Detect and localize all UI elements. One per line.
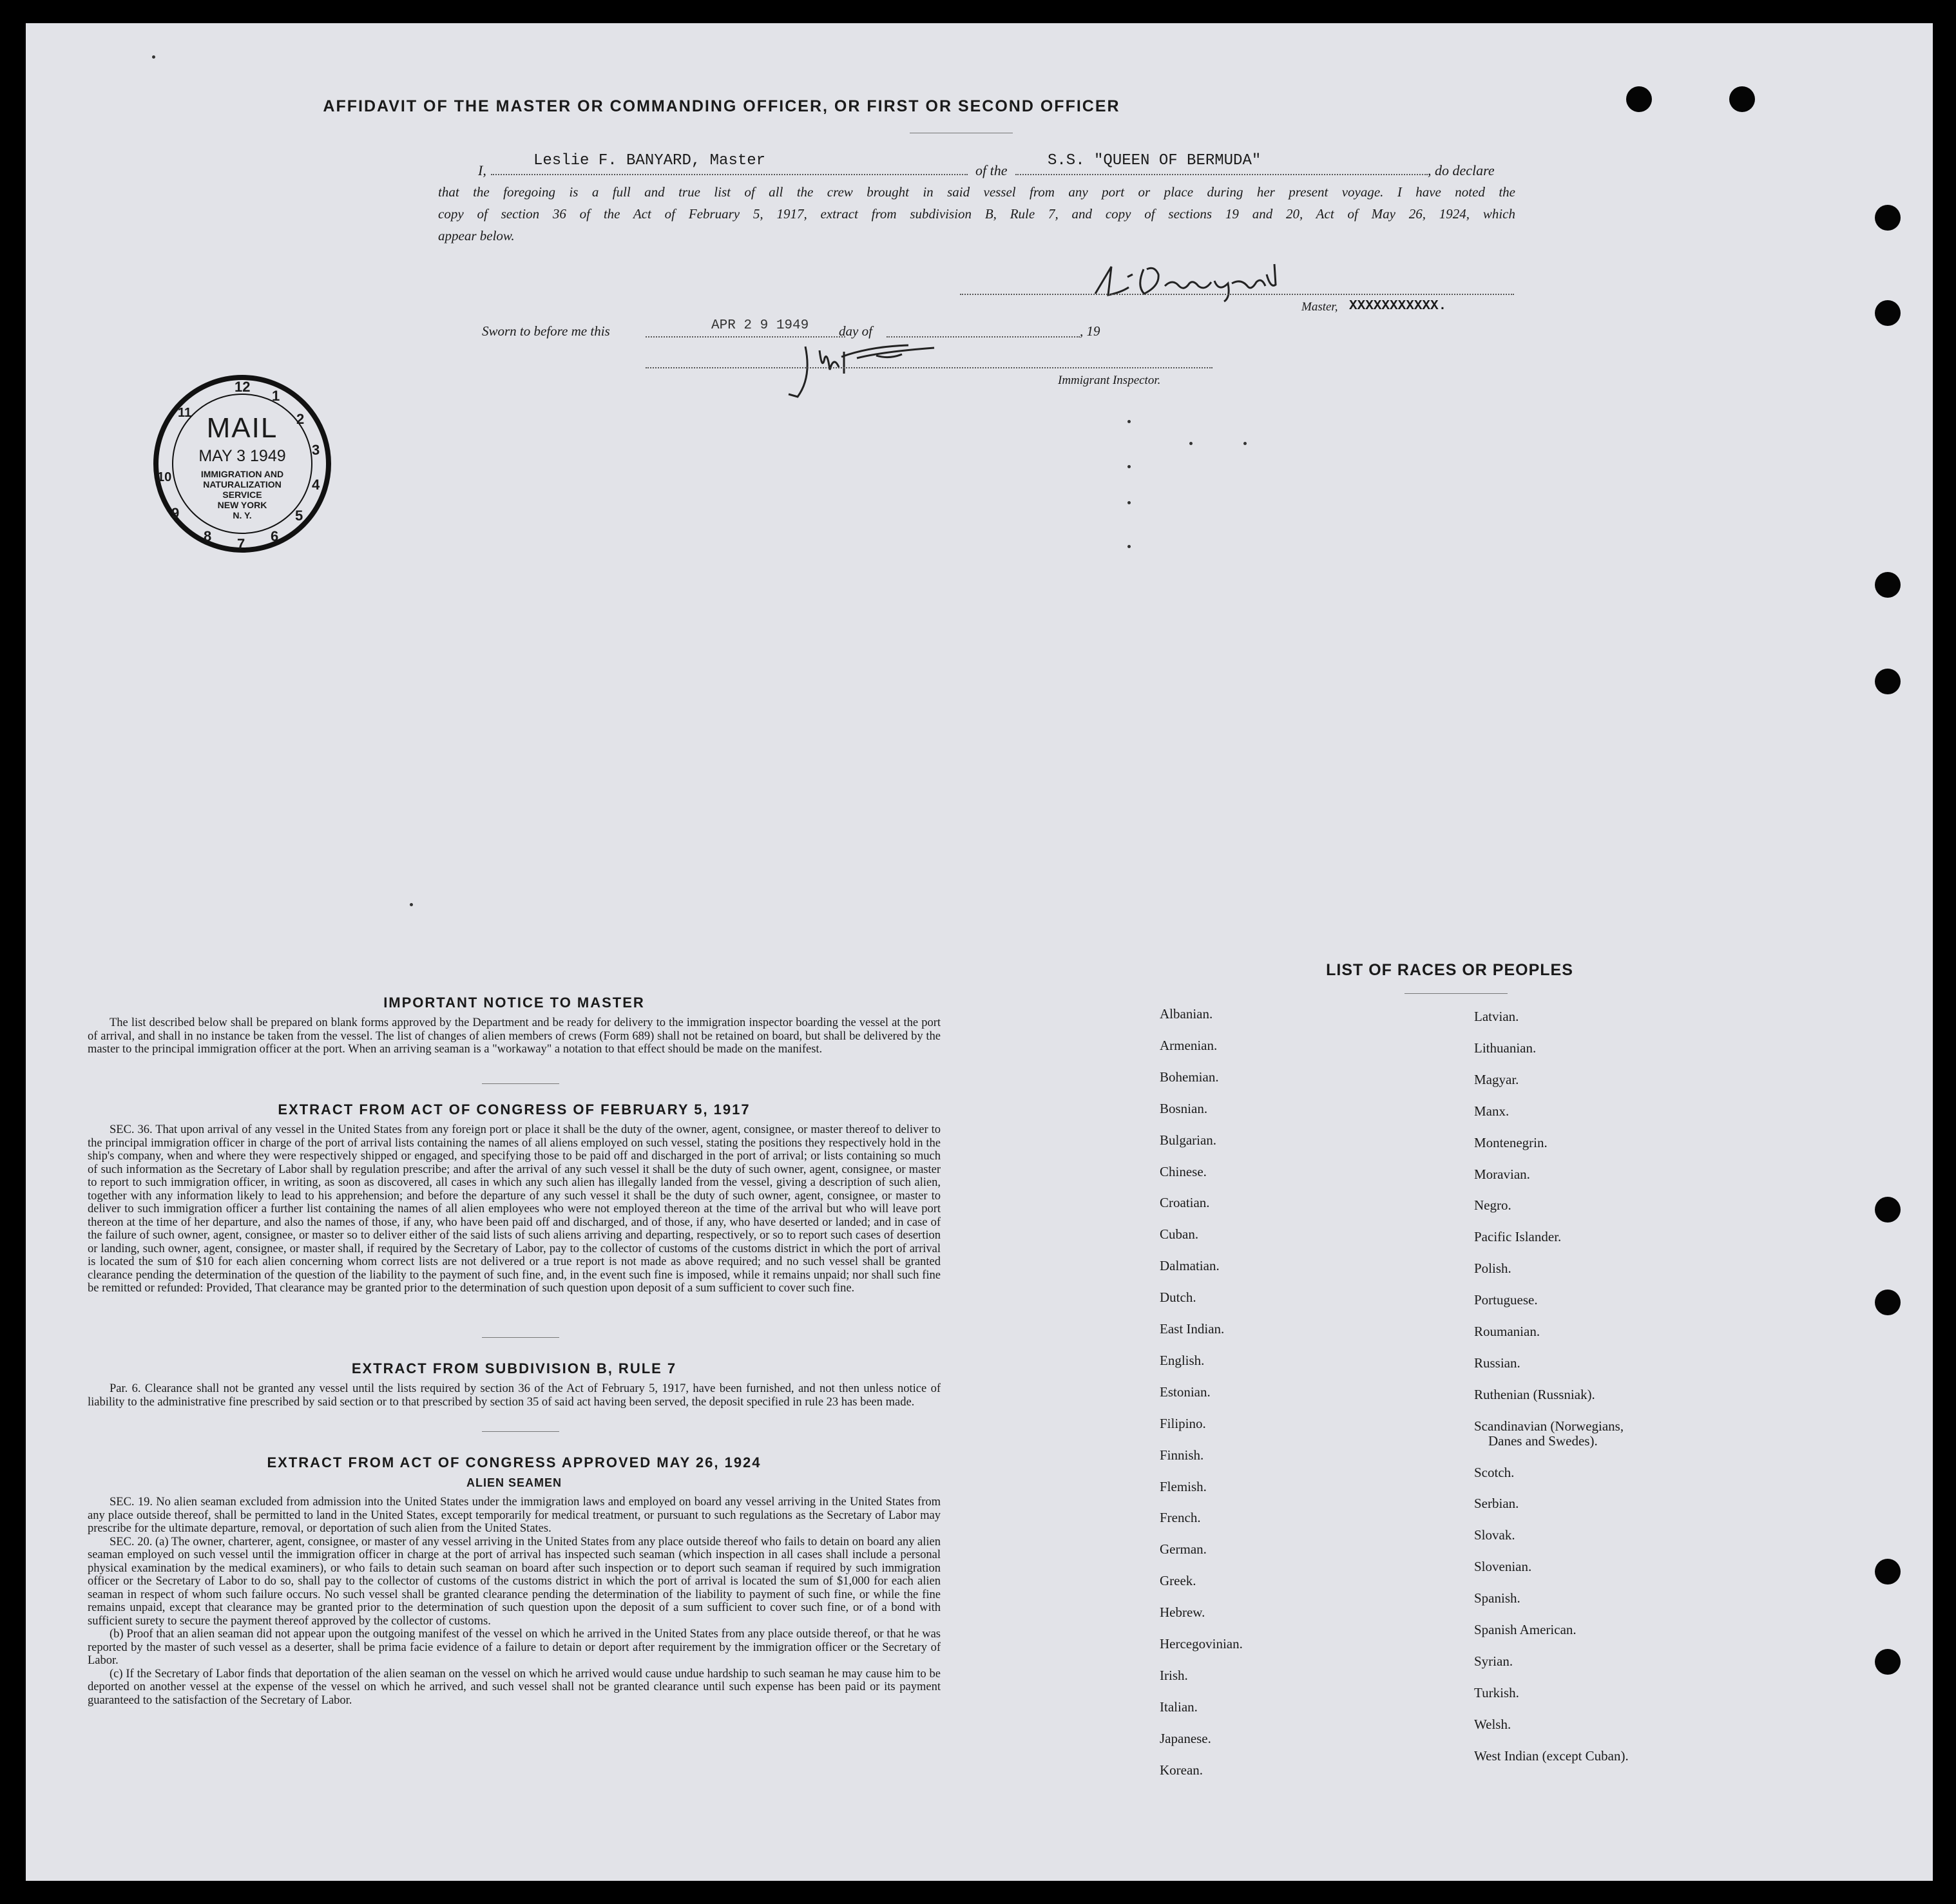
- inspector-label: Immigrant Inspector.: [1058, 374, 1161, 387]
- race-item: Spanish.: [1474, 1590, 1520, 1606]
- race-item: Finnish.: [1160, 1447, 1204, 1463]
- stamp-hour-9: 9: [171, 505, 180, 521]
- stamp-date: MAY 3 1949: [198, 447, 286, 465]
- sec36-paragraph: SEC. 36. That upon arrival of any vessel in the United States from any foreign port or place it shall be the duty of the owner, agent, consignee, or master thereof to deliver to the principal immigration officer in charge of the port of arrival lists containing the names of all aliens employed on such vessel, stating the positions they respectively hold in the ship's company, when and where they were respectively shipped or engaged, and specifying those to be paid off and discharged in the port of arrival; or lists containing so much of such information as the Secretary of Labor shall by regulation prescribe; and after the arrival of any such vessel it shall be the duty of such owner, agent, consignee, or master to report to such immigration officer, in writing, as soon as discovered, all cases in which any such alien has illegally landed from the vessel, giving a description of such alien, together with any information likely to lead to his apprehension; and before the departure of any such vessel it shall be the duty of such owner, agent, consignee, or master to deliver to such immigration officer a further list containing the names of all alien employees who were not employed thereon at the time of the arrival but who will leave port thereon at the time of her departure, and also the names of those, if any, who have been paid off and discharged, and of those, if any, who have deserted or landed; and in case of the failure of such owner, agent, consignee, or master so to deliver either of the said lists of such aliens arriving and departing, respectively, or so to report such cases of desertion or landing, such owner, agent, consignee, or master shall, if required by the Secretary of Labor, pay to the collector of customs of the customs district in which the port of arrival is located the sum of $10 for each alien concerning whom correct lists are not delivered or a true report is not made as above required; and no such vessel shall be granted clearance pending the determination of the question of the liability to the payment of such fine, and, in the event such fine is imposed, while it remains unpaid; nor shall such fine be remitted or refunded: Provided, That clearance may be granted prior to the determination of such question upon deposit of a sum sufficient to cover such fine.: [88, 1123, 941, 1295]
- race-item: Roumanian.: [1474, 1324, 1540, 1339]
- race-item: Danes and Swedes).: [1488, 1433, 1598, 1449]
- binder-hole: [1875, 572, 1901, 598]
- race-item: Magyar.: [1474, 1071, 1519, 1087]
- race-item: Greek.: [1160, 1573, 1196, 1589]
- binder-hole: [1875, 1197, 1901, 1223]
- race-item: Montenegrin.: [1474, 1134, 1548, 1150]
- mail-received-stamp: [152, 374, 332, 554]
- section-divider: [482, 1431, 559, 1432]
- day-of-label: day of: [839, 323, 872, 339]
- race-item: German.: [1160, 1541, 1207, 1557]
- rule7-text: [88, 1382, 941, 1409]
- stamp-hour-7: 7: [237, 536, 245, 552]
- inspector-signature: [780, 332, 954, 406]
- master-label: Master,: [1301, 300, 1338, 314]
- race-item: Ruthenian (Russniak).: [1474, 1386, 1595, 1402]
- stamp-line-4: NEW YORK: [217, 500, 267, 510]
- i-label: I,: [478, 162, 486, 178]
- sec19-paragraph: SEC. 19. No alien seaman excluded from admission into the United States under the immigration laws and employed on board any vessel arriving in the United States from any place outside thereof, shall be permitted to land in the United States, except temporarily for medical treatment, or pursuant to such regulations as the Secretary of Labor may prescribe for the ultimate departure, removal, or deportation of such alien from the United States.: [88, 1496, 941, 1535]
- race-item: Russian.: [1474, 1355, 1520, 1371]
- ink-speck: [410, 903, 413, 906]
- race-item: English.: [1160, 1352, 1205, 1368]
- rule7-title: EXTRACT FROM SUBDIVISION B, RULE 7: [351, 1360, 677, 1376]
- race-item: Bohemian.: [1160, 1069, 1219, 1085]
- stamp-hour-6: 6: [271, 528, 279, 544]
- race-item: Chinese.: [1160, 1163, 1207, 1179]
- race-item: Dutch.: [1160, 1290, 1196, 1306]
- affidavit-text-1: that the foregoing is a full and true list of all the crew brought in said vessel from any port or place during her present voyage. I have noted the: [438, 184, 1515, 200]
- race-item: Scotch.: [1474, 1464, 1515, 1480]
- race-item: Slovenian.: [1474, 1559, 1532, 1575]
- stamp-hour-2: 2: [296, 411, 305, 427]
- ink-speck: [1243, 442, 1247, 445]
- stamp-line-3: SERVICE: [222, 490, 262, 500]
- race-item: East Indian.: [1160, 1321, 1225, 1337]
- of-the-label: of the: [975, 162, 1008, 178]
- par6-paragraph: Par. 6. Clearance shall not be granted any vessel until the lists required by section 36 of the Act of February 5, 1917, have been furnished, and not then unless notice of liability to the administrative fine prescribed by said section or to that prescribed by section 35 of said act having been served, the deposit specified in rule 23 has been made.: [88, 1382, 941, 1409]
- race-item: Spanish American.: [1474, 1622, 1577, 1637]
- document-page: [26, 23, 1933, 1881]
- stamp-line-2: NATURALIZATION: [203, 479, 282, 490]
- sec20c-paragraph: (c) If the Secretary of Labor finds that deportation of the alien seaman on the vessel on which he arrived would cause undue hardship to such seaman he may cause him to be deported on another vessel at the expense of the vessel on which he arrived, and such vessel shall not be granted clearance until such expense has been paid or its payment guaranteed to the satisfaction of the Secretary of Labor.: [88, 1667, 941, 1707]
- race-item: Negro.: [1474, 1197, 1511, 1214]
- race-item: Filipino.: [1160, 1415, 1206, 1431]
- race-item: French.: [1160, 1510, 1201, 1526]
- stamp-line-5: N. Y.: [233, 510, 252, 520]
- race-item: Welsh.: [1474, 1716, 1511, 1732]
- ink-speck: [1127, 501, 1131, 504]
- race-item: Slovak.: [1474, 1527, 1515, 1543]
- race-item: Bulgarian.: [1160, 1132, 1217, 1148]
- race-item: Polish.: [1474, 1261, 1511, 1277]
- race-item: Hebrew.: [1160, 1604, 1205, 1621]
- race-item: Armenian.: [1160, 1037, 1218, 1053]
- ink-speck: [1127, 420, 1131, 423]
- extract-1924-subtitle: ALIEN SEAMEN: [466, 1476, 562, 1489]
- stamp-hour-3: 3: [312, 442, 320, 458]
- stamp-hour-11: 11: [178, 406, 192, 420]
- extract-1924-title: EXTRACT FROM ACT OF CONGRESS APPROVED MAY 26, 1924: [267, 1454, 762, 1471]
- race-item: West Indian (except Cuban).: [1474, 1747, 1629, 1764]
- notice-title: IMPORTANT NOTICE TO MASTER: [383, 995, 645, 1011]
- race-item: Italian.: [1160, 1699, 1198, 1715]
- sec20b-paragraph: (b) Proof that an alien seaman did not appear upon the outgoing manifest of the vessel on which he arrived in the United States from any place outside thereof, or that he was reported by the master of such vessel as a deserter, shall be prima facie evidence of a failure to detain or deport after requirement by the immigration officer or the Secretary of Labor.: [88, 1628, 941, 1667]
- stamp-hour-5: 5: [295, 508, 303, 524]
- race-item: Latvian.: [1474, 1009, 1519, 1024]
- master-struck: XXXXXXXXXXX.: [1349, 299, 1447, 314]
- race-item: Cuban.: [1160, 1226, 1199, 1242]
- binder-hole: [1729, 86, 1755, 112]
- race-item: Bosnian.: [1160, 1100, 1208, 1116]
- affidavit-text-2: copy of section 36 of the Act of February 5, 1917, extract from subdivision B, Rule 7, and copy of sections 19 and 20, Act of May 26, 1924, which: [438, 206, 1515, 222]
- race-item: Turkish.: [1474, 1684, 1519, 1700]
- ink-speck: [1127, 465, 1131, 468]
- stamp-hour-10: 10: [157, 470, 172, 484]
- races-divider: [1405, 993, 1508, 994]
- race-item: Croatian.: [1160, 1195, 1210, 1211]
- ink-speck: [1189, 442, 1193, 445]
- race-item: Syrian.: [1474, 1653, 1513, 1669]
- master-name: Leslie F. BANYARD, Master: [533, 152, 766, 169]
- race-item: Scandinavian (Norwegians,: [1474, 1418, 1624, 1434]
- binder-hole: [1875, 1290, 1901, 1315]
- notice-paragraph: The list described below shall be prepared on blank forms approved by the Department and be ready for delivery to the immigration inspector boarding the vessel at the port of arrival, and shall in no instance be taken from the vessel. The list of changes of alien members of crews (Form 689) shall not be retained on board, but shall be delivered by the master to the principal immigration officer at the port. When an arriving seaman is a "workaway" a notation to that effect should be made on the manifest.: [88, 1016, 941, 1056]
- affidavit-title: AFFIDAVIT OF THE MASTER OR COMMANDING OFFICER, OR FIRST OR SECOND OFFICER: [323, 97, 1120, 115]
- race-item: Serbian.: [1474, 1496, 1519, 1512]
- sec20a-paragraph: SEC. 20. (a) The owner, charterer, agent, consignee, or master of any vessel arriving in the United States from any place outside thereof who fails to detain on board any alien seaman employed on such vessel until the immigration officer in charge at the port of arrival has inspected such seaman (which inspection in all cases shall include a personal physical examination by the medical examiners), or who fails to detain such seaman on board after such inspection or to deport such seaman if required by such immigration officer or the Secretary of Labor to do so, shall pay to the collector of customs of the customs district in which the port of arrival is located the sum of $1,000 for each alien seaman in respect of whom such failure occurs. No such vessel shall be granted clearance pending the determination of the liability to payment of such fine, or while the fine remains unpaid, except that clearance may be granted prior to the determination of such question upon the deposit of a sum sufficient to cover such fine, or of a bond with sufficient surety to secure the payment thereof approved by the collector of customs.: [88, 1535, 941, 1628]
- binder-hole: [1875, 669, 1901, 694]
- race-item: Pacific Islander.: [1474, 1229, 1562, 1245]
- ink-speck: [1127, 545, 1131, 548]
- race-item: Irish.: [1160, 1667, 1188, 1683]
- stamp-hour-1: 1: [272, 388, 280, 404]
- race-item: Flemish.: [1160, 1478, 1207, 1494]
- race-item: Estonian.: [1160, 1384, 1211, 1400]
- race-item: Japanese.: [1160, 1730, 1211, 1746]
- sworn-label: Sworn to before me this: [482, 323, 610, 339]
- binder-hole: [1626, 86, 1652, 112]
- binder-hole: [1875, 300, 1901, 326]
- race-item: Portuguese.: [1474, 1292, 1538, 1308]
- race-item: Dalmatian.: [1160, 1258, 1220, 1274]
- notice-text: [88, 1016, 941, 1056]
- binder-hole: [1875, 1649, 1901, 1675]
- affidavit-text-3: appear below.: [438, 228, 515, 243]
- race-item: Manx.: [1474, 1103, 1510, 1119]
- binder-hole: [1875, 205, 1901, 231]
- race-item: Albanian.: [1160, 1006, 1213, 1022]
- year-label: , 19: [1080, 323, 1100, 339]
- stamp-line-1: IMMIGRATION AND: [200, 469, 284, 479]
- master-signature: [1082, 255, 1295, 310]
- stamp-hour-12: 12: [235, 379, 251, 395]
- race-item: Lithuanian.: [1474, 1040, 1537, 1056]
- race-item: Moravian.: [1474, 1166, 1530, 1182]
- race-item: Korean.: [1160, 1762, 1203, 1778]
- vessel-name: S.S. "QUEEN OF BERMUDA": [1048, 152, 1261, 169]
- section-divider: [482, 1337, 559, 1338]
- stamp-hour-8: 8: [204, 528, 212, 544]
- stamp-mail: MAIL: [206, 412, 278, 444]
- ink-speck: [152, 55, 155, 59]
- stamp-hour-4: 4: [312, 477, 320, 493]
- extract-1917-text: [88, 1123, 941, 1295]
- binder-hole: [1875, 1559, 1901, 1585]
- extract-1917-title: EXTRACT FROM ACT OF CONGRESS OF FEBRUARY 5, 1917: [278, 1101, 751, 1118]
- sworn-date-stamp: APR 2 9 1949: [711, 318, 809, 333]
- extract-1924-text: [88, 1496, 941, 1707]
- races-title: LIST OF RACES OR PEOPLES: [1326, 961, 1573, 979]
- section-divider: [482, 1083, 559, 1084]
- race-item: Hercegovinian.: [1160, 1636, 1243, 1652]
- declare-label: , do declare: [1428, 162, 1495, 178]
